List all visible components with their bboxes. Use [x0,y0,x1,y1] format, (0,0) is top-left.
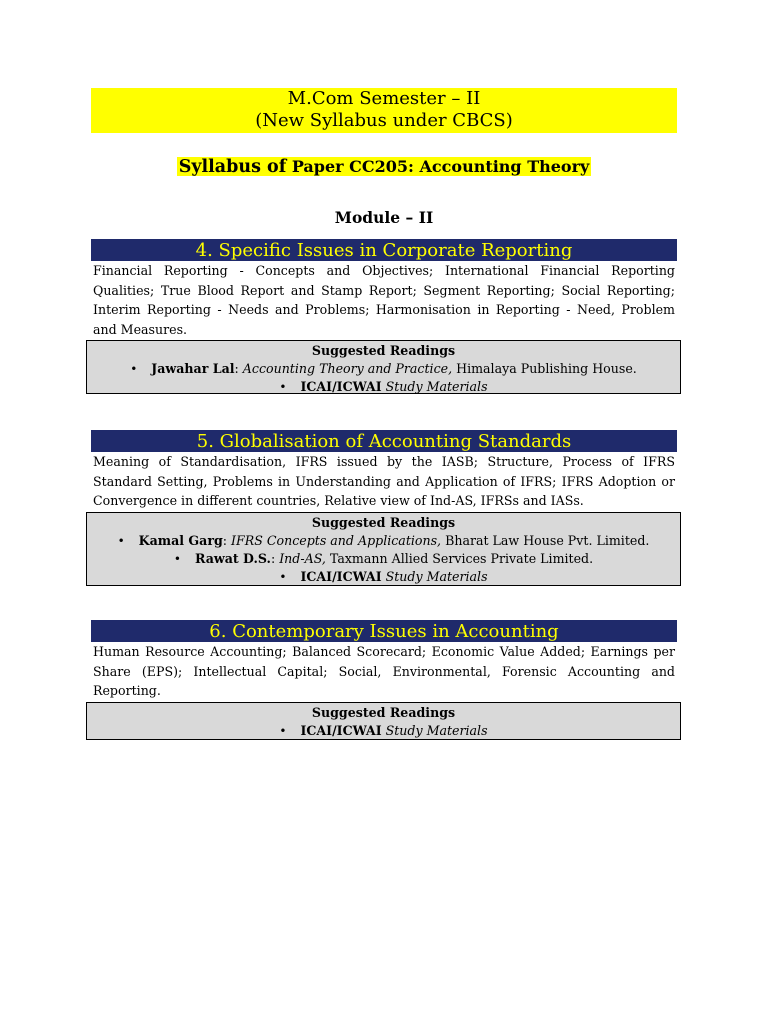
reading-author: Rawat D.S. [194,551,271,566]
reading-item [87,360,680,378]
readings-title: Suggested Readings [311,705,456,720]
paper-name: Paper CC205: Accounting Theory [291,157,590,176]
readings-title: Suggested Readings [311,343,456,358]
reading-title: Ind-AS, [279,551,326,566]
bullet-icon: • [279,380,287,394]
reading-title: Study Materials [385,379,488,394]
section-heading: 6. Contemporary Issues in Accounting [91,620,677,642]
reading-publisher: Taxmann Allied Services Private Limited. [325,551,594,566]
section-body: Human Resource Accounting; Balanced Scorecard; Economic Value Added; Earnings per Share (EPS); Intellectual Capital; Social, Environmental, Forensic Accounting and Reporting. [93,644,675,698]
bullet-icon: • [279,724,287,738]
reading-author: ICAI/ICWAI [300,569,382,584]
module-heading: Module – II [334,208,434,227]
reading-separator: : [234,361,243,376]
section-body: Financial Reporting - Concepts and Objectives; International Financial Reporting Qualities; True Blood Report and Stamp Report; Segment Reporting; Social Reporting; Interim Reporting - Needs and Problems; Harmonisation in Reporting - Need, Problem and Measures. [93,263,675,337]
document-title-box [91,88,677,133]
suggested-readings-box [86,340,681,394]
bullet-icon: • [279,570,287,584]
reading-item [87,378,680,396]
reading-publisher: Bharat Law House Pvt. Limited. [441,533,650,548]
reading-title: Accounting Theory and Practice, [242,361,453,376]
section-heading: 5. Globalisation of Accounting Standards [91,430,677,452]
section-body: Meaning of Standardisation, IFRS issued by the IASB; Structure, Process of IFRS Standard Setting, Problems in Understanding and Application of IFRS; IFRS Adoption or Convergence in different countries, Relative view of Ind-AS, IFRSs and IASs. [93,454,675,508]
reading-item [87,568,680,586]
suggested-readings-box [86,512,681,586]
reading-item [87,532,680,550]
reading-author: Kamal Garg [138,533,223,548]
suggested-readings-box [86,702,681,740]
paper-title [0,156,768,178]
reading-author: ICAI/ICWAI [300,723,382,738]
paper-title-highlight [177,157,592,176]
reading-author: Jawahar Lal [151,361,235,376]
reading-author: ICAI/ICWAI [300,379,382,394]
title-line-2: (New Syllabus under CBCS) [255,110,513,131]
bullet-icon: • [130,362,138,376]
readings-title: Suggested Readings [311,515,456,530]
section-heading: 4. Specific Issues in Corporate Reporting [91,239,677,261]
reading-item [87,722,680,740]
reading-separator: : [222,533,232,548]
syllabus-of-label: Syllabus of [178,157,287,177]
reading-separator: : [270,551,280,566]
reading-title: Study Materials [385,569,488,584]
reading-publisher: Himalaya Publishing House. [452,361,637,376]
bullet-icon: • [173,552,181,566]
reading-title: IFRS Concepts and Applications, [231,533,442,548]
bullet-icon: • [117,534,125,548]
reading-title: Study Materials [385,723,488,738]
reading-item [87,550,680,568]
title-line-1: M.Com Semester – II [287,88,481,109]
